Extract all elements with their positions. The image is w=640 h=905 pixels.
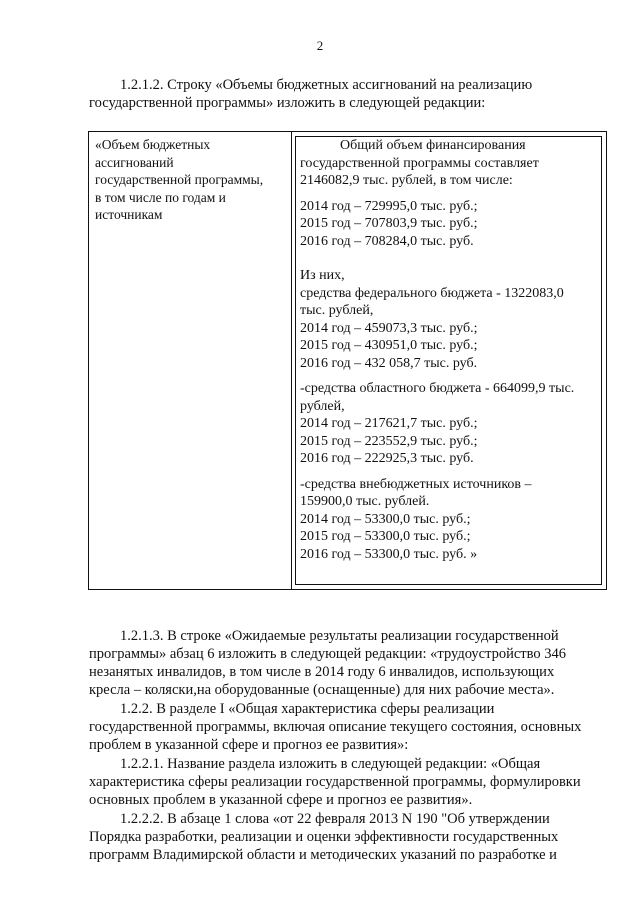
federal-funding-block [300, 267, 600, 372]
total-word: составляет [474, 155, 539, 171]
paragraph-line: 1.2.2. В разделе I «Общая характеристика сферы реализации [120, 701, 495, 717]
year-line: 2016 год – 222925,3 тыс. руб. [300, 451, 474, 466]
extrabudget-word: внебюджетных [359, 476, 450, 492]
federal-line: тыс. рублей, [300, 303, 374, 318]
total-line: 2146082,9 тыс. рублей, в том числе: [300, 173, 513, 188]
left-cell-line: в том числе по годам и [95, 189, 226, 205]
year-line: 2016 год – 53300,0 тыс. руб. » [300, 546, 478, 562]
funding-table [88, 131, 607, 590]
total-word: программы [403, 155, 471, 171]
left-cell-line: источникам [95, 207, 163, 222]
paragraph-line: 1.2.1.2. Строку «Объемы бюджетных ассигнований на реализацию [120, 77, 533, 93]
year-line: 2014 год – 459073,3 тыс. руб.; [300, 320, 478, 336]
table-column-divider [291, 132, 292, 589]
year-line: 2016 год – 708284,0 тыс. руб. [300, 233, 474, 249]
extrabudget-word: – [524, 476, 532, 492]
extrabudget-line: 159900,0 тыс. рублей. [300, 494, 430, 509]
paragraph-1-2-1-3 [89, 627, 619, 699]
total-word: объем [386, 138, 423, 153]
paragraph-line: программы» абзац 6 изложить в следующей редакции: «трудоустройство 346 [89, 646, 567, 662]
total-line [300, 155, 600, 173]
paragraph-line: проблем в указанной сфере и прогноз ее развития»: [89, 737, 409, 753]
regional-line: рублей, [300, 398, 345, 414]
extrabudget-word: источников [453, 476, 522, 492]
total-word: государственной [300, 155, 400, 171]
total-line [300, 137, 600, 155]
paragraph-line: 1.2.2.2. В абзаце 1 слова «от 22 февраля 2013 N 190 "Об утверждении [120, 811, 550, 827]
year-line: 2015 год – 430951,0 тыс. руб.; [300, 338, 478, 353]
extrabudget-word: -средства [300, 476, 356, 492]
left-cell-line: «Объем бюджетных [95, 137, 211, 152]
federal-line: средства федерального бюджета - 1322083,0 [300, 285, 564, 301]
year-line: 2015 год – 707803,9 тыс. руб.; [300, 216, 478, 231]
paragraph-line: государственной программы» изложить в следующей редакции: [89, 95, 486, 111]
year-line: 2014 год – 217621,7 тыс. руб.; [300, 416, 478, 431]
year-line: 2016 год – 432 058,7 тыс. руб. [300, 355, 478, 371]
regional-funding-block [300, 380, 600, 468]
paragraph-line: основных проблем в указанной сфере и прогноз ее развития». [89, 792, 473, 808]
regional-line: -средства областного бюджета - 664099,9 тыс. [300, 381, 575, 396]
paragraph-line: незанятых инвалидов, в том числе в 2014 году 6 инвалидов, использующих [89, 664, 555, 680]
paragraph-line: государственной программы, включая описание текущего состояния, основных [89, 719, 582, 735]
page-number: 2 [316, 38, 324, 53]
left-cell-line: государственной программы, [95, 172, 264, 187]
total-word: Общий [340, 138, 383, 153]
left-cell-line: ассигнований [95, 154, 174, 170]
federal-heading: Из них, [300, 268, 345, 283]
paragraph-line: программ Владимирской области и методических указаний по разработке и [89, 847, 557, 863]
paragraph-line: Порядка разработки, реализации и оценки эффективности государственных [89, 829, 559, 845]
paragraph-1-2-2-2 [89, 810, 619, 864]
year-line: 2015 год – 53300,0 тыс. руб.; [300, 529, 471, 544]
extrabudget-funding-block [300, 476, 600, 564]
paragraph-1-2-2 [89, 700, 619, 754]
paragraph-line: кресла – коляски,на оборудованные (оснащенные) для них рабочие места». [89, 682, 555, 698]
table-right-cell [300, 137, 600, 563]
paragraph-line: 1.2.1.3. В строке «Ожидаемые результаты реализации государственной [120, 628, 559, 644]
year-line: 2014 год – 729995,0 тыс. руб.; [300, 198, 478, 214]
total-funding-block [300, 137, 600, 250]
year-line: 2014 год – 53300,0 тыс. руб.; [300, 511, 471, 527]
year-line: 2015 год – 223552,9 тыс. руб.; [300, 433, 478, 449]
paragraph-line: характеристика сферы реализации государственной программы, формулировки [89, 774, 581, 790]
paragraph-1-2-1-2 [89, 76, 619, 112]
total-word: финансирования [426, 138, 526, 153]
table-left-cell [95, 136, 287, 224]
extrabudget-line [300, 476, 600, 494]
paragraph-1-2-2-1 [89, 755, 619, 809]
paragraph-line: 1.2.2.1. Название раздела изложить в следующей редакции: «Общая [120, 756, 541, 772]
